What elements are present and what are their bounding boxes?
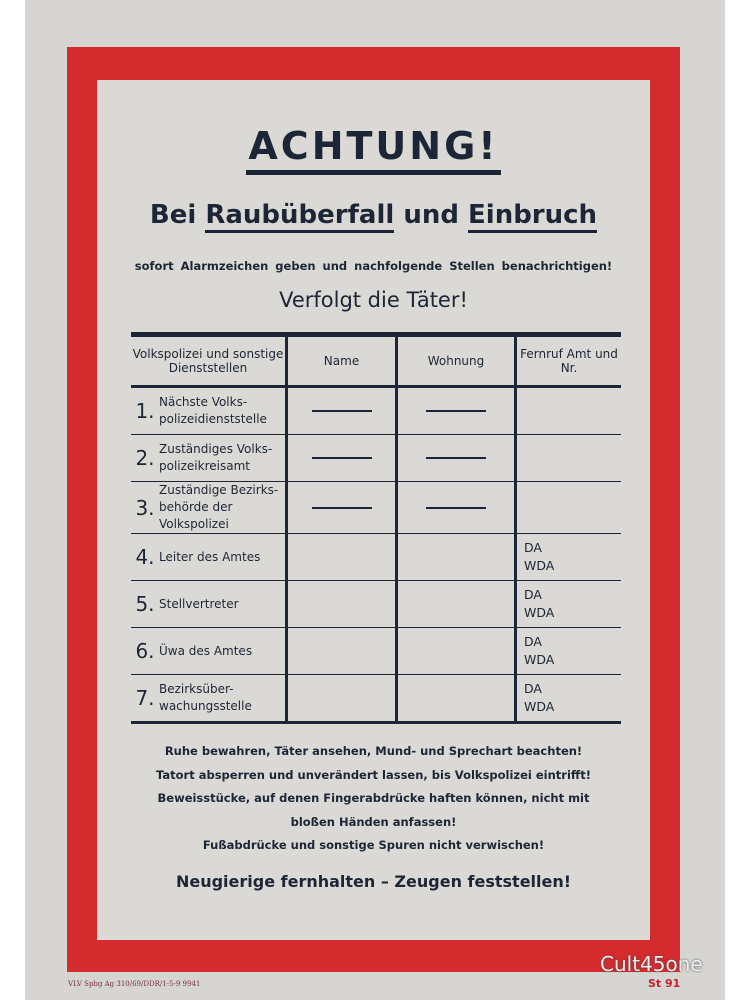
fernruf-cell: DA WDA	[516, 534, 622, 581]
wohnung-cell	[397, 387, 516, 435]
table-row	[131, 581, 621, 628]
name-cell	[287, 387, 397, 435]
office-cell	[131, 628, 287, 675]
office-cell	[131, 435, 287, 482]
office-label: Üwa des Amtes	[159, 643, 253, 658]
fernruf-cell: DA WDA	[516, 628, 622, 675]
office-cell	[131, 482, 287, 534]
rule-line: Tatort absperren und unverändert lassen, bis Volkspolizei eintrifft!	[156, 767, 591, 782]
name-cell	[287, 581, 397, 628]
row-number: 7.	[135, 686, 155, 710]
table-row	[131, 482, 621, 534]
office-label: Zuständiges Volks-polizeikreisamt	[159, 442, 273, 473]
wohnung-cell	[397, 435, 516, 482]
blank-line	[312, 507, 372, 509]
name-cell	[287, 435, 397, 482]
office-cell	[131, 675, 287, 723]
blank-line	[426, 410, 486, 412]
office-cell	[131, 581, 287, 628]
header-wohnung: Wohnung	[397, 335, 516, 387]
table-header	[131, 335, 621, 387]
poster-title: ACHTUNG!	[97, 124, 650, 168]
office-label: Zuständige Bezirks-behörde der Volkspolizei	[159, 483, 279, 531]
rules	[97, 740, 650, 858]
row-number: 4.	[135, 545, 155, 569]
blank-line	[426, 507, 486, 509]
fernruf-cell	[516, 482, 622, 534]
blank-line	[426, 457, 486, 459]
blank-line	[312, 457, 372, 459]
poster-subtitle: Bei Raubüberfall und Einbruch	[97, 200, 650, 230]
row-number: 3.	[135, 495, 155, 520]
table-row	[131, 675, 621, 723]
table-row	[131, 387, 621, 435]
office-cell	[131, 387, 287, 435]
rule-line: bloßen Händen anfassen!	[290, 814, 457, 829]
wohnung-cell	[397, 482, 516, 534]
wohnung-cell	[397, 628, 516, 675]
fernruf-cell: DA WDA	[516, 581, 622, 628]
table-row	[131, 534, 621, 581]
wohnung-cell	[397, 534, 516, 581]
header-name: Name	[287, 335, 397, 387]
print-code: VLV Spbg Ag 310/69/DDR/1-5-9 9941	[68, 980, 201, 988]
header-fernruf: Fernruf Amt und Nr.	[516, 335, 622, 387]
table-row	[131, 628, 621, 675]
wohnung-cell	[397, 581, 516, 628]
fernruf-cell	[516, 435, 622, 482]
row-number: 6.	[135, 639, 155, 663]
office-label: Stellvertreter	[159, 596, 239, 611]
slogan: Verfolgt die Täter!	[279, 288, 468, 312]
watermark: Cult45one	[600, 952, 703, 976]
office-label: Bezirksüber-wachungsstelle	[159, 682, 252, 713]
name-cell	[287, 482, 397, 534]
wohnung-cell	[397, 675, 516, 723]
blank-line	[312, 410, 372, 412]
name-cell	[287, 675, 397, 723]
header-dienststellen: Volkspolizei und sonstige Dienststellen	[132, 347, 284, 375]
office-label: Nächste Volks-polizeidienststelle	[159, 395, 267, 426]
fernruf-cell: DA WDA	[516, 675, 622, 723]
name-cell	[287, 628, 397, 675]
rule-line: Fußabdrücke und sonstige Spuren nicht verwischen!	[202, 838, 545, 852]
form-number: St 91	[648, 977, 681, 990]
row-number: 1.	[135, 399, 155, 423]
rule-line: Ruhe bewahren, Täter ansehen, Mund- und Sprechart beachten!	[164, 744, 583, 758]
office-cell	[131, 534, 287, 581]
name-cell	[287, 534, 397, 581]
office-label: Leiter des Amtes	[159, 549, 261, 564]
final-line: Neugierige fernhalten – Zeugen feststellen!	[175, 872, 572, 891]
row-number: 5.	[135, 592, 155, 616]
contact-table	[131, 332, 621, 724]
row-number: 2.	[135, 446, 155, 470]
rule-line: Beweisstücke, auf denen Fingerabdrücke haften können, nicht mit	[157, 791, 590, 805]
fernruf-cell	[516, 387, 622, 435]
table-row	[131, 435, 621, 482]
instruction: sofort Alarmzeichen geben und nachfolgende Stellen benachrichtigen!	[134, 259, 613, 273]
